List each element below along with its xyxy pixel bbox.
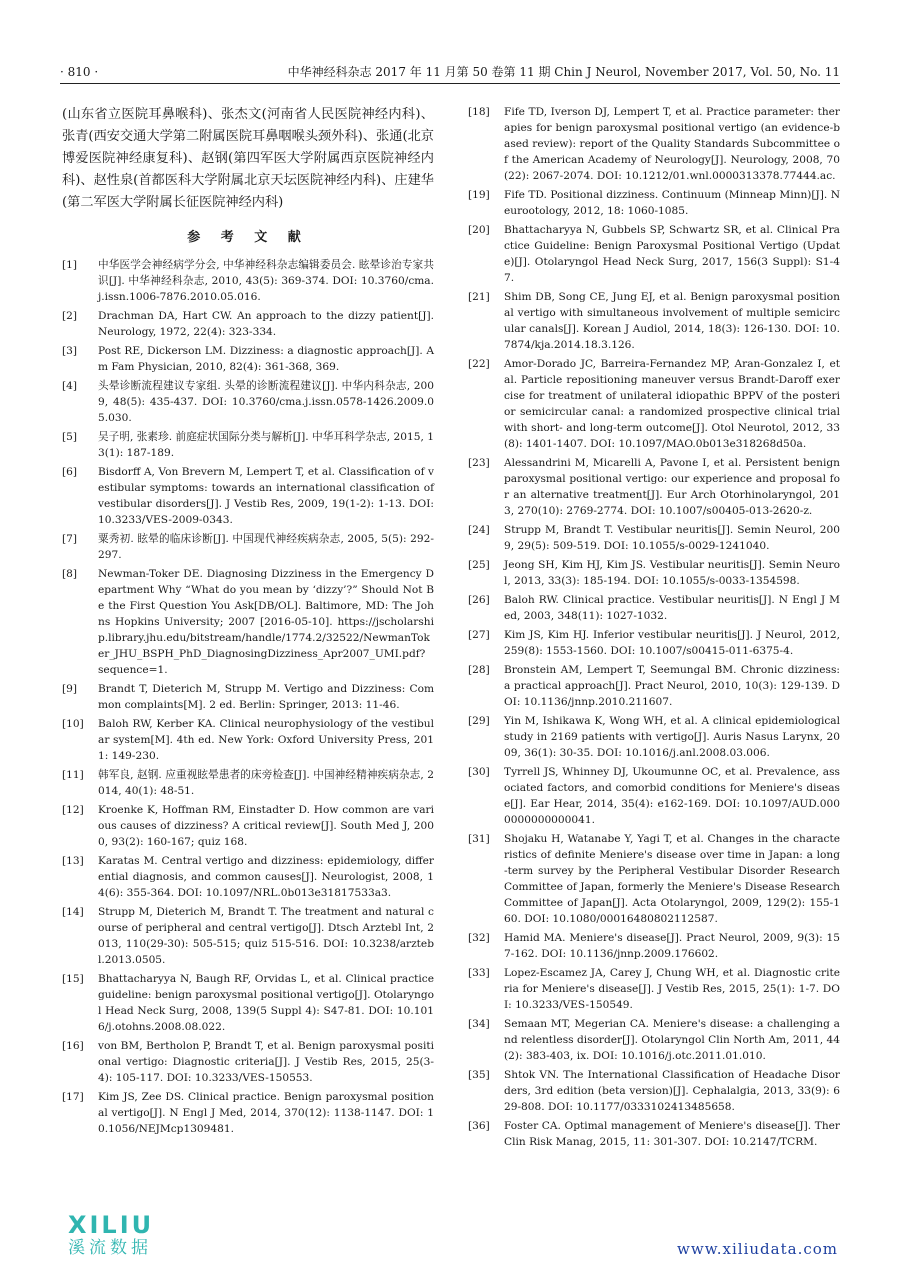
intro-paragraph: (山东省立医院耳鼻喉科)、张杰文(河南省人民医院神经内科)、张青(西安交通大学第二附属医院耳鼻咽喉头颈外科)、张通(北京博爱医院神经康复科)、赵钢(第四军医大学附属西京医院神经内科)、赵性泉(首都医科大学附属北京天坛医院神经内科)、庄建华(第二军医大学附属长征医院神经内科)	[62, 107, 434, 210]
reference-number: [31]	[468, 833, 490, 845]
reference-item	[62, 464, 434, 528]
reference-item	[62, 1038, 434, 1086]
reference-number: [6]	[62, 466, 78, 478]
reference-item	[468, 222, 840, 286]
reference-text: Kroenke K, Hoffman RM, Einstadter D. How common are various causes of dizziness? A critical review[J]. South Med J, 2000, 93(2): 160-167; quiz 168.	[98, 804, 434, 848]
reference-item	[468, 627, 840, 659]
section-title: 参 考 文 献	[187, 230, 309, 245]
reference-text: Alessandrini M, Micarelli A, Pavone I, et al. Persistent benign paroxysmal positional vertigo: our experience and proposal for an alternative treatment[J]. Eur Arch Otorhinolaryngol, 2013, 270(10): 2769-2774. DOI: 10.1007/s00405-013-2620-z.	[504, 457, 840, 517]
reference-number: [12]	[62, 804, 84, 816]
reference-item	[468, 1118, 840, 1150]
reference-number: [11]	[62, 769, 84, 781]
reference-text: Baloh RW, Kerber KA. Clinical neurophysiology of the vestibular system[M]. 4th ed. New York: Oxford University Press, 2011: 149-230.	[98, 718, 434, 762]
reference-number: [28]	[468, 664, 490, 676]
reference-text: 粟秀初. 眩晕的临床诊断[J]. 中国现代神经疾病杂志, 2005, 5(5): 292-297.	[98, 533, 434, 561]
reference-number: [32]	[468, 932, 490, 944]
reference-number: [22]	[468, 358, 490, 370]
reference-item	[468, 522, 840, 554]
reference-item	[468, 662, 840, 710]
reference-number: [27]	[468, 629, 490, 641]
reference-text: Bisdorff A, Von Brevern M, Lempert T, et al. Classification of vestibular symptoms: towards an international classification of vestibular disorders[J]. J Vestib Res, 2009, 19(1-2): 1-13. DOI: 10.3233/VES-2009-0343.	[98, 466, 434, 526]
reference-item	[468, 104, 840, 184]
reference-number: [25]	[468, 559, 490, 571]
reference-item	[468, 713, 840, 761]
reference-item	[468, 930, 840, 962]
reference-number: [16]	[62, 1040, 84, 1052]
reference-item	[62, 1089, 434, 1137]
reference-item	[468, 187, 840, 219]
reference-number: [3]	[62, 345, 78, 357]
reference-number: [21]	[468, 291, 490, 303]
reference-text: Yin M, Ishikawa K, Wong WH, et al. A clinical epidemiological study in 2169 patients with vertigo[J]. Auris Nasus Larynx, 2009, 36(1): 30-35. DOI: 10.1016/j.anl.2008.03.006.	[504, 715, 840, 759]
reference-text: Shojaku H, Watanabe Y, Yagi T, et al. Changes in the characteristics of definite Meniere's disease over time in Japan: a long-term survey by the Peripheral Vestibular Disorder Research Committee of Japan, formerly the Meniere's Disease Research Committee of Japan[J]. Acta Otolaryngol, 2009, 129(2): 155-160. DOI: 10.1080/00016480802112587.	[504, 833, 840, 925]
reference-text: Foster CA. Optimal management of Meniere's disease[J]. Ther Clin Risk Manag, 2015, 11: 301-307. DOI: 10.2147/TCRM.	[504, 1120, 840, 1148]
watermark-logo	[68, 1212, 178, 1262]
reference-text: Semaan MT, Megerian CA. Meniere's disease: a challenging and relentless disorder[J]. Otolaryngol Clin North Am, 2011, 44(2): 383-403, ix. DOI: 10.1016/j.otc.2011.01.010.	[504, 1018, 840, 1062]
reference-item	[468, 965, 840, 1013]
reference-text: Fife TD. Positional dizziness. Continuum (Minneap Minn)[J]. Neurootology, 2012, 18: 1060-1085.	[504, 189, 840, 217]
reference-number: [15]	[62, 973, 84, 985]
reference-text: Fife TD, Iverson DJ, Lempert T, et al. Practice parameter: therapies for benign paroxysmal positional vertigo (an evidence-based review): report of the Quality Standards Subcommittee of the American Academy of Neurology[J]. Neurology, 2008, 70(22): 2067-2074. DOI: 10.1212/01.wnl.0000313378.77444.ac.	[504, 106, 840, 182]
reference-item	[62, 343, 434, 375]
reference-text: Hamid MA. Meniere's disease[J]. Pract Neurol, 2009, 9(3): 157-162. DOI: 10.1136/jnnp.2009.176602.	[504, 932, 840, 960]
reference-text: Baloh RW. Clinical practice. Vestibular neuritis[J]. N Engl J Med, 2003, 348(11): 1027-1032.	[504, 594, 840, 622]
journal-citation: 中华神经科杂志 2017 年 11 月第 50 卷第 11 期 Chin J Neurol, November 2017, Vol. 50, No. 11	[287, 65, 840, 79]
reference-item	[62, 378, 434, 426]
reference-text: 吴子明, 张素珍. 前庭症状国际分类与解析[J]. 中华耳科学杂志, 2015, 13(1): 187-189.	[98, 431, 434, 459]
header-rule	[60, 83, 840, 84]
reference-item	[468, 557, 840, 589]
reference-number: [17]	[62, 1091, 84, 1103]
reference-number: [24]	[468, 524, 490, 536]
reference-text: Bronstein AM, Lempert T, Seemungal BM. Chronic dizziness: a practical approach[J]. Pract Neurol, 2010, 10(3): 129-139. DOI: 10.1136/jnnp.2010.211607.	[504, 664, 840, 708]
reference-text: Strupp M, Dieterich M, Brandt T. The treatment and natural course of peripheral and central vertigo[J]. Dtsch Arztebl Int, 2013, 110(29-30): 505-515; quiz 515-516. DOI: 10.3238/arztebl.2013.0505.	[98, 906, 434, 966]
reference-number: [7]	[62, 533, 78, 545]
reference-text: Tyrrell JS, Whinney DJ, Ukoumunne OC, et al. Prevalence, associated factors, and comorbid conditions for Meniere's disease[J]. Ear Hear, 2014, 35(4): e162-169. DOI: 10.1097/AUD.0000000000000041.	[504, 766, 840, 826]
reference-number: [5]	[62, 431, 78, 443]
reference-item	[468, 1067, 840, 1115]
reference-text: Newman-Toker DE. Diagnosing Dizziness in the Emergency Department Why “What do you mean by ‘dizzy’?” Should Not Be the First Question You Ask[DB/OL]. Baltimore, MD: The Johns Hopkins University; 2007 [2016-05-10]. https://jscholarship.library.jhu.edu/bitstream/handle/1774.2/32522/NewmanToker_JHU_BSPH_PhD_DiagnosingDizziness_Apr2007_UMI.pdf? sequence=1.	[98, 568, 434, 676]
reference-item	[468, 356, 840, 452]
reference-text: Brandt T, Dieterich M, Strupp M. Vertigo and Dizziness: Common complaints[M]. 2 ed. Berlin: Springer, 2013: 11-46.	[98, 683, 434, 711]
reference-item	[62, 566, 434, 678]
reference-number: [34]	[468, 1018, 490, 1030]
logo-cn-text: 溪流数据	[68, 1238, 152, 1258]
reference-list-right	[468, 104, 840, 1150]
reference-text: 韩军良, 赵钢. 应重视眩晕患者的床旁检查[J]. 中国神经精神疾病杂志, 2014, 40(1): 48-51.	[98, 769, 434, 797]
reference-text: Kim JS, Kim HJ. Inferior vestibular neuritis[J]. J Neurol, 2012, 259(8): 1553-1560. DOI: 10.1007/s00415-011-6375-4.	[504, 629, 840, 657]
reference-number: [8]	[62, 568, 78, 580]
reference-text: Amor-Dorado JC, Barreira-Fernandez MP, Aran-Gonzalez I, et al. Particle repositioning maneuver versus Brandt-Daroff exercise for treatment of unilateral idiopathic BPPV of the posterior semicircular canal: a randomized prospective clinical trial with short- and long-term outcome[J]. Otol Neurotol, 2012, 33(8): 1401-1407. DOI: 10.1097/MAO.0b013e318268d50a.	[504, 358, 840, 450]
reference-list-left	[62, 257, 434, 1137]
reference-text: Shtok VN. The International Classification of Headache Disorders, 3rd edition (beta version)[J]. Cephalalgia, 2013, 33(9): 629-808. DOI: 10.1177/0333102413485658.	[504, 1069, 840, 1113]
reference-text: von BM, Bertholon P, Brandt T, et al. Benign paroxysmal positional vertigo: Diagnostic criteria[J]. J Vestib Res, 2015, 25(3-4): 105-117. DOI: 10.3233/VES-150553.	[98, 1040, 434, 1084]
reference-text: 头晕诊断流程建议专家组. 头晕的诊断流程建议[J]. 中华内科杂志, 2009, 48(5): 435-437. DOI: 10.3760/cma.j.issn.0578-1426.2009.05.030.	[98, 380, 434, 424]
reference-item	[468, 1016, 840, 1064]
reference-number: [36]	[468, 1120, 490, 1132]
reference-number: [26]	[468, 594, 490, 606]
reference-number: [35]	[468, 1069, 490, 1081]
reference-item	[62, 971, 434, 1035]
reference-item	[62, 257, 434, 305]
reference-item	[468, 289, 840, 353]
reference-text: 中华医学会神经病学分会, 中华神经科杂志编辑委员会. 眩晕诊治专家共识[J]. 中华神经科杂志, 2010, 43(5): 369-374. DOI: 10.3760/cma.j.issn.1006-7876.2010.05.016.	[98, 259, 434, 303]
reference-text: Lopez-Escamez JA, Carey J, Chung WH, et al. Diagnostic criteria for Meniere's disease[J]. J Vestib Res, 2015, 25(1): 1-7. DOI: 10.3233/VES-150549.	[504, 967, 840, 1011]
reference-number: [4]	[62, 380, 78, 392]
reference-item	[62, 429, 434, 461]
reference-number: [2]	[62, 310, 78, 322]
reference-number: [10]	[62, 718, 84, 730]
running-header	[60, 62, 840, 82]
watermark-url[interactable]: www.xiliudata.com	[677, 1240, 838, 1258]
reference-text: Karatas M. Central vertigo and dizziness: epidemiology, differential diagnosis, and common causes[J]. Neurologist, 2008, 14(6): 355-364. DOI: 10.1097/NRL.0b013e31817533a3.	[98, 855, 434, 899]
reference-number: [33]	[468, 967, 490, 979]
page-number: · 810 ·	[60, 65, 99, 79]
reference-item	[62, 853, 434, 901]
reference-text: Strupp M, Brandt T. Vestibular neuritis[J]. Semin Neurol, 2009, 29(5): 509-519. DOI: 10.1055/s-0029-1241040.	[504, 524, 840, 552]
reference-text: Bhattacharyya N, Gubbels SP, Schwartz SR, et al. Clinical Practice Guideline: Benign Paroxysmal Positional Vertigo (Update)[J]. Otolaryngol Head Neck Surg, 2017, 156(3 Suppl): S1-47.	[504, 224, 840, 284]
logo-mark: XILIU	[68, 1211, 155, 1239]
reference-item	[62, 681, 434, 713]
reference-number: [9]	[62, 683, 78, 695]
reference-item	[468, 592, 840, 624]
reference-number: [29]	[468, 715, 490, 727]
reference-item	[62, 904, 434, 968]
right-column	[468, 104, 840, 1153]
reference-item	[62, 531, 434, 563]
reference-item	[62, 802, 434, 850]
reference-number: [23]	[468, 457, 490, 469]
reference-number: [19]	[468, 189, 490, 201]
reference-number: [14]	[62, 906, 84, 918]
reference-text: Kim JS, Zee DS. Clinical practice. Benign paroxysmal positional vertigo[J]. N Engl J Med, 2014, 370(12): 1138-1147. DOI: 10.1056/NEJMcp1309481.	[98, 1091, 434, 1135]
reference-number: [20]	[468, 224, 490, 236]
reference-number: [1]	[62, 259, 78, 271]
reference-number: [13]	[62, 855, 84, 867]
reference-item	[468, 764, 840, 828]
reference-text: Post RE, Dickerson LM. Dizziness: a diagnostic approach[J]. Am Fam Physician, 2010, 82(4): 361-368, 369.	[98, 345, 434, 373]
reference-number: [18]	[468, 106, 490, 118]
reference-item	[62, 716, 434, 764]
reference-text: Jeong SH, Kim HJ, Kim JS. Vestibular neuritis[J]. Semin Neurol, 2013, 33(3): 185-194. DOI: 10.1055/s-0033-1354598.	[504, 559, 840, 587]
reference-text: Drachman DA, Hart CW. An approach to the dizzy patient[J]. Neurology, 1972, 22(4): 323-334.	[98, 310, 434, 338]
reference-item	[62, 767, 434, 799]
left-column	[62, 104, 434, 1140]
reference-text: Bhattacharyya N, Baugh RF, Orvidas L, et al. Clinical practice guideline: benign paroxysmal positional vertigo[J]. Otolaryngol Head Neck Surg, 2008, 139(5 Suppl 4): S47-81. DOI: 10.1016/j.otohns.2008.08.022.	[98, 973, 434, 1033]
reference-number: [30]	[468, 766, 490, 778]
reference-item	[62, 308, 434, 340]
reference-item	[468, 455, 840, 519]
reference-item	[468, 831, 840, 927]
reference-text: Shim DB, Song CE, Jung EJ, et al. Benign paroxysmal positional vertigo with simultaneous involvement of multiple semicircular canals[J]. Korean J Audiol, 2014, 18(3): 126-130. DOI: 10.7874/kja.2014.18.3.126.	[504, 291, 840, 351]
